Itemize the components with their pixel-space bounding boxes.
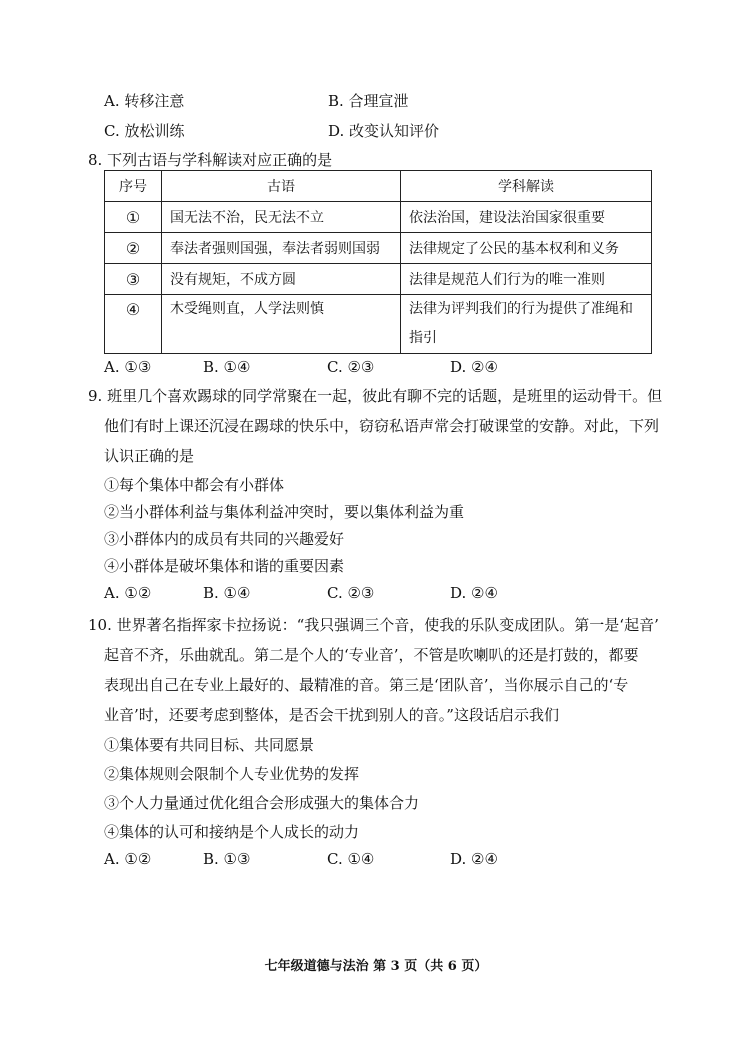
table-header-row [105, 171, 652, 202]
q8-stem: 8. 下列古语与学科解读对应正确的是 [88, 151, 333, 169]
q10-stem-line-1: 10. 世界著名指挥家卡拉扬说：“我只强调三个音，使我的乐队变成团队。第一是‘起音’ [88, 616, 659, 634]
row-number: ① [105, 202, 162, 233]
q9-option-c: C. ②③ [327, 584, 375, 602]
q8-option-a: A. ①③ [104, 358, 152, 376]
table-row [105, 264, 652, 295]
q10-option-d: D. ②④ [450, 850, 498, 868]
row-number: ④ [105, 295, 162, 354]
row-saying: 没有规矩，不成方圆 [162, 264, 401, 295]
q9-option-d: D. ②④ [450, 584, 498, 602]
q8-option-c: C. ②③ [327, 358, 375, 376]
page-footer: 七年级道德与法治 第 3 页（共 6 页） [264, 959, 488, 974]
row-reading: 依法治国，建设法治国家很重要 [401, 202, 652, 233]
q10-option-a: A. ①② [104, 850, 152, 868]
q10-item-4: ④集体的认可和接纳是个人成长的动力 [104, 823, 360, 841]
q9-option-a: A. ①② [104, 584, 152, 602]
row-number: ③ [105, 264, 162, 295]
q9-option-b: B. ①④ [203, 584, 251, 602]
q9-item-2: ②当小群体利益与集体利益冲突时，要以集体利益为重 [104, 503, 465, 521]
row-saying: 木受绳则直，人学法则慎 [162, 295, 401, 354]
q8-option-d: D. ②④ [450, 358, 498, 376]
table-row [105, 233, 652, 264]
q9-item-4: ④小群体是破坏集体和谐的重要因素 [104, 557, 345, 575]
header-number: 序号 [105, 171, 162, 202]
q7-option-b: B. 合理宣泄 [328, 92, 409, 110]
row-reading: 法律规定了公民的基本权利和义务 [401, 233, 652, 264]
q10-item-3: ③个人力量通过优化组合会形成强大的集体合力 [104, 794, 420, 812]
row-reading: 法律为评判我们的行为提供了准绳和指引 [401, 295, 652, 354]
q9-stem-line-3: 认识正确的是 [104, 447, 195, 465]
q10-option-c: C. ①④ [327, 850, 375, 868]
q9-item-1: ①每个集体中都会有小群体 [104, 476, 285, 494]
q9-item-3: ③小群体内的成员有共同的兴趣爱好 [104, 530, 345, 548]
row-number: ② [105, 233, 162, 264]
q10-item-2: ②集体规则会限制个人专业优势的发挥 [104, 765, 360, 783]
header-reading: 学科解读 [401, 171, 652, 202]
row-reading: 法律是规范人们行为的唯一准则 [401, 264, 652, 295]
q10-item-1: ①集体要有共同目标、共同愿景 [104, 736, 315, 754]
q9-stem-line-1: 9. 班里几个喜欢踢球的同学常聚在一起，彼此有聊不完的话题，是班里的运动骨干。但 [88, 387, 663, 405]
row-saying: 国无法不治，民无法不立 [162, 202, 401, 233]
row-saying: 奉法者强则国强，奉法者弱则国弱 [162, 233, 401, 264]
q7-option-a: A. 转移注意 [104, 92, 185, 110]
header-saying: 古语 [162, 171, 401, 202]
q10-option-b: B. ①③ [203, 850, 251, 868]
table-row [105, 202, 652, 233]
table-row [105, 295, 652, 354]
q8-option-b: B. ①④ [203, 358, 251, 376]
q7-option-d: D. 改变认知评价 [328, 122, 440, 140]
q10-stem-line-2: 起音不齐，乐曲就乱。第二是个人的‘专业音’，不管是吹喇叭的还是打鼓的，都要 [104, 646, 639, 664]
q10-stem-line-3: 表现出自己在专业上最好的、最精准的音。第三是‘团队音’，当你展示自己的‘专 [104, 676, 629, 694]
q7-option-c: C. 放松训练 [104, 122, 185, 140]
q9-stem-line-2: 他们有时上课还沉浸在踢球的快乐中，窃窃私语声常会打破课堂的安静。对此，下列 [104, 417, 660, 435]
q8-table [104, 170, 652, 354]
q10-stem-line-4: 业音’时，还要考虑到整体，是否会干扰到别人的音。”这段话启示我们 [104, 706, 559, 724]
